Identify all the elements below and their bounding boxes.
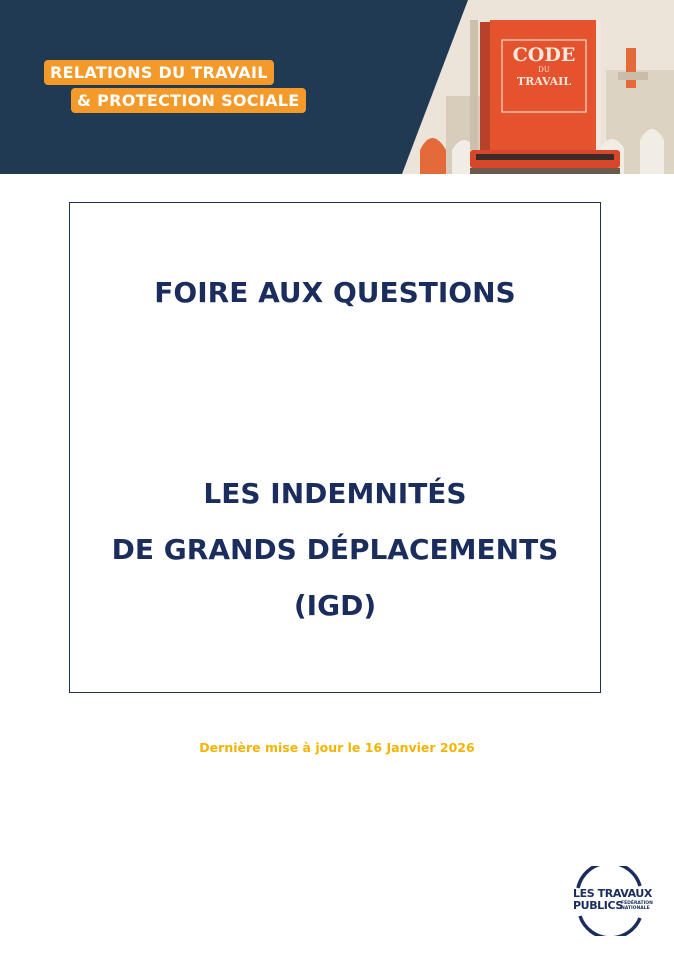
- document-title-line2: DE GRANDS DÉPLACEMENTS: [111, 533, 559, 566]
- logo-text-line2: PUBLICS: [573, 899, 623, 912]
- book-title-line2: DU: [538, 66, 550, 74]
- book-title: [502, 44, 586, 89]
- fntp-logo: [568, 866, 653, 936]
- category-tag-line2: & PROTECTION SOCIALE: [71, 88, 306, 113]
- document-title: [70, 466, 600, 634]
- faq-title: FOIRE AUX QUESTIONS: [154, 276, 516, 309]
- title-box: [69, 202, 601, 693]
- document-title-line3: (IGD): [293, 589, 377, 622]
- book-title-line3: TRAVAIL: [516, 75, 572, 88]
- book-title-line1: CODE: [512, 44, 576, 66]
- header-banner: [0, 0, 674, 174]
- logo-small-text1: FÉDÉRATION: [621, 901, 653, 906]
- category-tag-line1: RELATIONS DU TRAVAIL: [44, 60, 274, 85]
- last-update-date: Dernière mise à jour le 16 Janvier 2026: [199, 740, 475, 755]
- logo-small-text2: NATIONALE: [621, 906, 650, 911]
- logo-text-line1: LES TRAVAUX: [573, 887, 652, 900]
- document-title-line1: LES INDEMNITÉS: [203, 477, 467, 510]
